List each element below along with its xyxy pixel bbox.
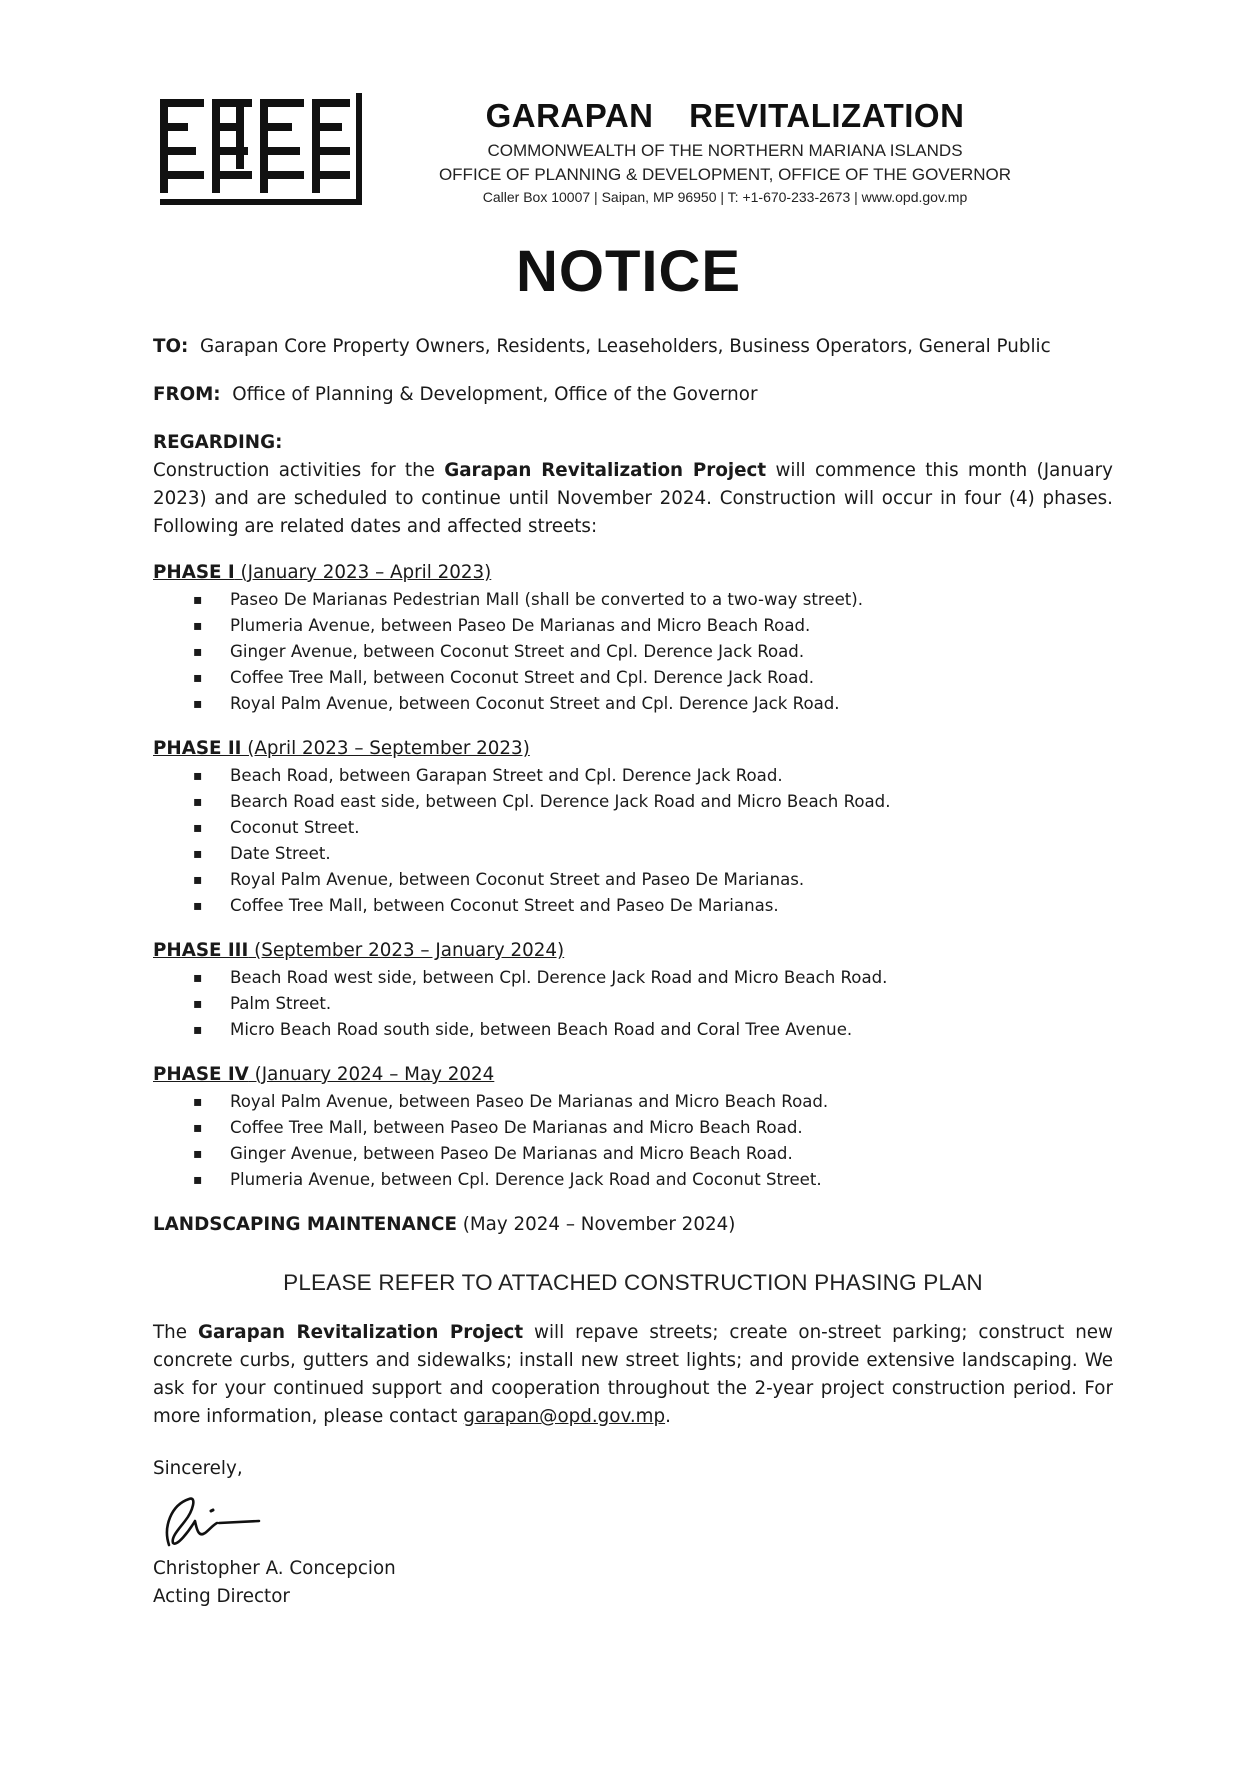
list-item: ▪ Beach Road west side, between Cpl. Derence Jack Road and Micro Beach Road. (153, 965, 1113, 991)
letterhead-title: GARAPAN REVITALIZATION (485, 97, 965, 134)
phase-name: PHASE III (153, 940, 249, 961)
landscaping-line (153, 1211, 1113, 1239)
landscaping-label: LANDSCAPING MAINTENANCE (153, 1214, 457, 1235)
phase-street-list (153, 1089, 1113, 1193)
list-item: ▪ Royal Palm Avenue, between Coconut Street and Paseo De Marianas. (153, 867, 1113, 893)
closing-body: will repave streets; create on-street parking; construct new concrete curbs, gutters and sidewalks; install new street lights; and provide extensive landscaping. We ask for your continued support and cooperation throughout the 2-year project construction period. For more information, please contact (153, 1322, 1113, 1427)
signature (149, 1487, 279, 1557)
phase-street-list (153, 965, 1113, 1043)
phase-name: PHASE IV (153, 1064, 249, 1085)
list-item: ▪ Ginger Avenue, between Paseo De Marianas and Micro Beach Road. (153, 1141, 1113, 1167)
contact-email-link[interactable]: garapan@opd.gov.mp (463, 1406, 666, 1427)
list-item: ▪ Plumeria Avenue, between Cpl. Derence Jack Road and Coconut Street. (153, 1167, 1113, 1193)
letterhead-office: OFFICE OF PLANNING & DEVELOPMENT, OFFICE OF THE GOVERNOR (438, 165, 1012, 184)
phase-heading (153, 1061, 1113, 1089)
regarding-intro-start: Construction activities for the (153, 460, 445, 481)
list-item: ▪ Royal Palm Avenue, between Paseo De Marianas and Micro Beach Road. (153, 1089, 1113, 1115)
regarding-label-text: REGARDING: (153, 432, 283, 453)
landscaping-dates: (May 2024 – November 2024) (456, 1214, 736, 1235)
phase-heading (153, 937, 1113, 965)
closing-end: . (665, 1406, 671, 1427)
closing-start: The (153, 1322, 198, 1343)
regarding-intro-end: will commence this month (January 2023) and are scheduled to continue until November 2024. Construction will occur in four (4) phases. Following are related dates and affected streets: (153, 460, 1113, 537)
closing-paragraph (153, 1319, 1113, 1431)
phase-name: PHASE I (153, 562, 235, 583)
phase-street-list (153, 763, 1113, 919)
phase-heading (153, 559, 1113, 587)
list-item: ▪ Royal Palm Avenue, between Coconut Street and Cpl. Derence Jack Road. (153, 691, 1113, 717)
sincerely: Sincerely, (153, 1458, 243, 1479)
refer-heading: PLEASE REFER TO ATTACHED CONSTRUCTION PHASING PLAN (283, 1270, 983, 1295)
notice-title: NOTICE (515, 239, 742, 304)
list-item: ▪ Coconut Street. (153, 815, 1113, 841)
letterhead-contact: Caller Box 10007 | Saipan, MP 96950 | T: +1-670-233-2673 | www.opd.gov.mp (482, 189, 968, 205)
signer-title: Acting Director (153, 1586, 290, 1607)
list-item: ▪ Coffee Tree Mall, between Coconut Street and Paseo De Marianas. (153, 893, 1113, 919)
list-item: ▪ Bearch Road east side, between Cpl. Derence Jack Road and Micro Beach Road. (153, 789, 1113, 815)
list-item: ▪ Date Street. (153, 841, 1113, 867)
from-text: Office of Planning & Development, Office of the Governor (232, 384, 758, 405)
phase-street-list (153, 587, 1113, 717)
list-item: ▪ Paseo De Marianas Pedestrian Mall (shall be converted to a two-way street). (153, 587, 1113, 613)
phase-dates: (September 2023 – January 2024) (248, 940, 565, 961)
list-item: ▪ Coffee Tree Mall, between Coconut Street and Cpl. Derence Jack Road. (153, 665, 1113, 691)
signer-name: Christopher A. Concepcion (153, 1558, 396, 1579)
notice-body (153, 333, 1113, 1611)
phases-list (153, 559, 1113, 1193)
phase-dates: (January 2023 – April 2023) (234, 562, 492, 583)
phase-name: PHASE II (153, 738, 242, 759)
list-item: ▪ Micro Beach Road south side, between Beach Road and Coral Tree Avenue. (153, 1017, 1113, 1043)
regarding-label (153, 429, 1113, 457)
from-label: FROM: (153, 384, 221, 405)
regarding-intro (153, 457, 1113, 541)
to-line (153, 333, 1113, 361)
phase-dates: (April 2023 – September 2023) (241, 738, 530, 759)
to-text: Garapan Core Property Owners, Residents, Leaseholders, Business Operators, General Public (199, 336, 1051, 357)
from-line (153, 381, 1113, 409)
list-item: ▪ Ginger Avenue, between Coconut Street and Cpl. Derence Jack Road. (153, 639, 1113, 665)
list-item: ▪ Plumeria Avenue, between Paseo De Marianas and Micro Beach Road. (153, 613, 1113, 639)
phase-dates: (January 2024 – May 2024 (248, 1064, 495, 1085)
letterhead-commonwealth: COMMONWEALTH OF THE NORTHERN MARIANA ISLANDS (487, 141, 963, 160)
list-item: ▪ Beach Road, between Garapan Street and Cpl. Derence Jack Road. (153, 763, 1113, 789)
closing-project-name: Garapan Revitalization Project (197, 1322, 524, 1343)
to-label: TO: (153, 336, 189, 357)
regarding-project-name: Garapan Revitalization Project (444, 460, 767, 481)
phase-heading (153, 735, 1113, 763)
list-item: ▪ Coffee Tree Mall, between Paseo De Marianas and Micro Beach Road. (153, 1115, 1113, 1141)
list-item: ▪ Palm Street. (153, 991, 1113, 1017)
garapan-logo (160, 93, 370, 213)
